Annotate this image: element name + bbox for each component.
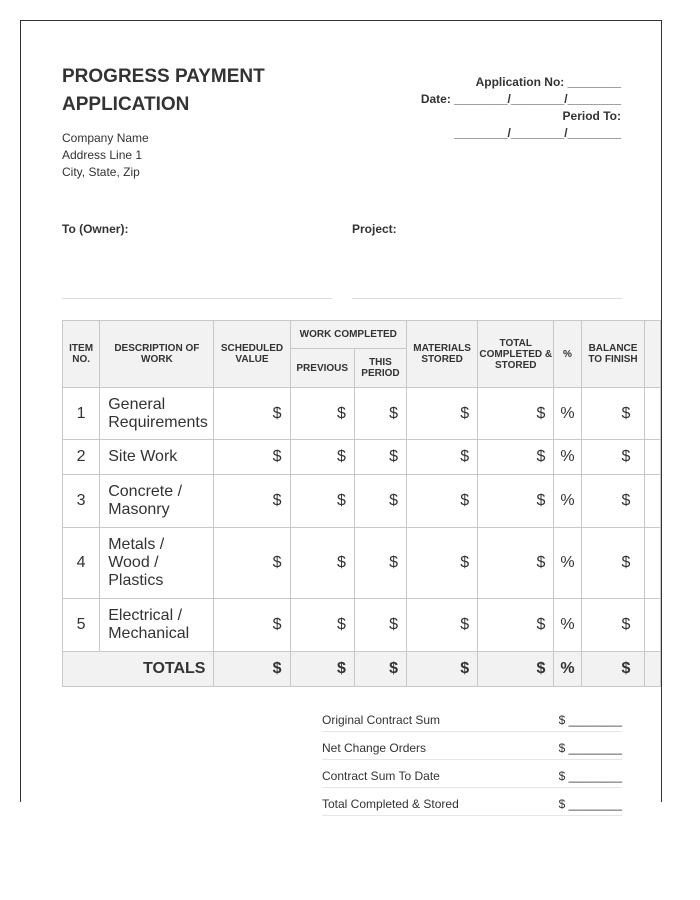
total-scheduled: $ [214,652,290,687]
totals-row [63,652,661,687]
total-balance: $ [581,652,645,687]
materials-stored-cell[interactable]: $ [407,475,478,528]
header-balance-to-finish: BALANCE TO FINISH [581,321,645,388]
this-period-cell[interactable]: $ [354,599,406,652]
summary-value-field[interactable]: $ ________ [558,741,622,755]
total-completed-cell[interactable]: $ [478,475,554,528]
project-label: Project: [352,222,397,236]
materials-stored-cell[interactable]: $ [407,599,478,652]
scheduled-value-cell[interactable]: $ [214,475,290,528]
extra-cell [645,475,661,528]
scheduled-value-cell[interactable]: $ [214,440,290,475]
project-field[interactable] [352,298,622,299]
scheduled-value-cell[interactable]: $ [214,599,290,652]
item-description: Metals / Wood / Plastics [100,528,214,599]
total-completed: $ [478,652,554,687]
materials-stored-cell[interactable]: $ [407,388,478,440]
previous-cell[interactable]: $ [290,528,354,599]
extra-cell [645,599,661,652]
header-previous: PREVIOUS [290,349,354,388]
table-row [63,528,661,599]
date-field[interactable]: Date: ________/________/________ [420,92,621,106]
contract-summary [322,704,622,816]
table-row [63,388,661,440]
progress-table [62,320,661,687]
summary-row [322,732,622,760]
total-completed-cell[interactable]: $ [478,388,554,440]
item-description: Electrical / Mechanical [100,599,214,652]
header-this-period: THIS PERIOD [354,349,406,388]
total-materials: $ [407,652,478,687]
application-no-field[interactable]: Application No: ________ [475,75,621,89]
company-address-block [62,130,149,181]
item-description: Site Work [100,440,214,475]
item-number: 1 [63,388,100,440]
percent-cell[interactable]: % [554,475,581,528]
header-percent: % [554,321,581,388]
item-description: Concrete / Masonry [100,475,214,528]
table-row [63,599,661,652]
company-name: Company Name [62,131,149,145]
percent-cell[interactable]: % [554,440,581,475]
title-line-1: PROGRESS PAYMENT [62,66,265,87]
table-row [63,440,661,475]
this-period-cell[interactable]: $ [354,528,406,599]
this-period-cell[interactable]: $ [354,475,406,528]
header-work-completed: WORK COMPLETED [290,321,406,349]
header-total-completed: TOTAL COMPLETED & STORED [478,321,554,388]
extra-cell [645,528,661,599]
totals-label: TOTALS [63,652,214,687]
header-item-no: ITEM NO. [63,321,100,388]
this-period-cell[interactable]: $ [354,440,406,475]
item-number: 4 [63,528,100,599]
item-number: 5 [63,599,100,652]
application-info [421,74,621,142]
previous-cell[interactable]: $ [290,475,354,528]
percent-cell[interactable]: % [554,599,581,652]
balance-cell[interactable]: $ [581,475,645,528]
previous-cell[interactable]: $ [290,599,354,652]
materials-stored-cell[interactable]: $ [407,528,478,599]
percent-cell[interactable]: % [554,528,581,599]
scheduled-value-cell[interactable]: $ [214,388,290,440]
item-number: 2 [63,440,100,475]
previous-cell[interactable]: $ [290,388,354,440]
header-description: DESCRIPTION OF WORK [100,321,214,388]
address-line-1: Address Line 1 [62,148,143,162]
header-materials-stored: MATERIALS STORED [407,321,478,388]
total-previous: $ [290,652,354,687]
table-row [63,475,661,528]
period-to-label: Period To: [562,109,621,123]
total-percent: % [554,652,581,687]
to-owner-field[interactable] [62,298,332,299]
total-completed-cell[interactable]: $ [478,528,554,599]
document-title [62,63,265,119]
scheduled-value-cell[interactable]: $ [214,528,290,599]
document-page [20,20,662,811]
extra-cell [645,652,661,687]
percent-cell[interactable]: % [554,388,581,440]
city-state-zip: City, State, Zip [62,165,140,179]
summary-label: Contract Sum To Date [322,769,440,783]
previous-cell[interactable]: $ [290,440,354,475]
balance-cell[interactable]: $ [581,440,645,475]
title-line-2: APPLICATION [62,94,190,115]
extra-cell [645,440,661,475]
header-extra [645,321,661,388]
summary-label: Net Change Orders [322,741,427,755]
balance-cell[interactable]: $ [581,528,645,599]
summary-label: Original Contract Sum [322,713,441,727]
summary-row [322,704,622,732]
total-completed-cell[interactable]: $ [478,440,554,475]
balance-cell[interactable]: $ [581,599,645,652]
total-this-period: $ [354,652,406,687]
summary-value-field[interactable]: $ ________ [558,713,622,727]
period-to-field[interactable]: ________/________/________ [454,126,621,140]
total-completed-cell[interactable]: $ [478,599,554,652]
item-description: General Requirements [100,388,214,440]
summary-value-field[interactable]: $ ________ [558,797,622,811]
summary-row [322,788,622,816]
to-owner-label: To (Owner): [62,222,129,236]
summary-value-field[interactable]: $ ________ [558,769,622,783]
item-number: 3 [63,475,100,528]
summary-row [322,760,622,788]
extra-cell [645,388,661,440]
this-period-cell[interactable]: $ [354,388,406,440]
materials-stored-cell[interactable]: $ [407,440,478,475]
balance-cell[interactable]: $ [581,388,645,440]
summary-label: Total Completed & Stored [322,797,459,811]
header-scheduled-value: SCHEDULED VALUE [214,321,290,388]
